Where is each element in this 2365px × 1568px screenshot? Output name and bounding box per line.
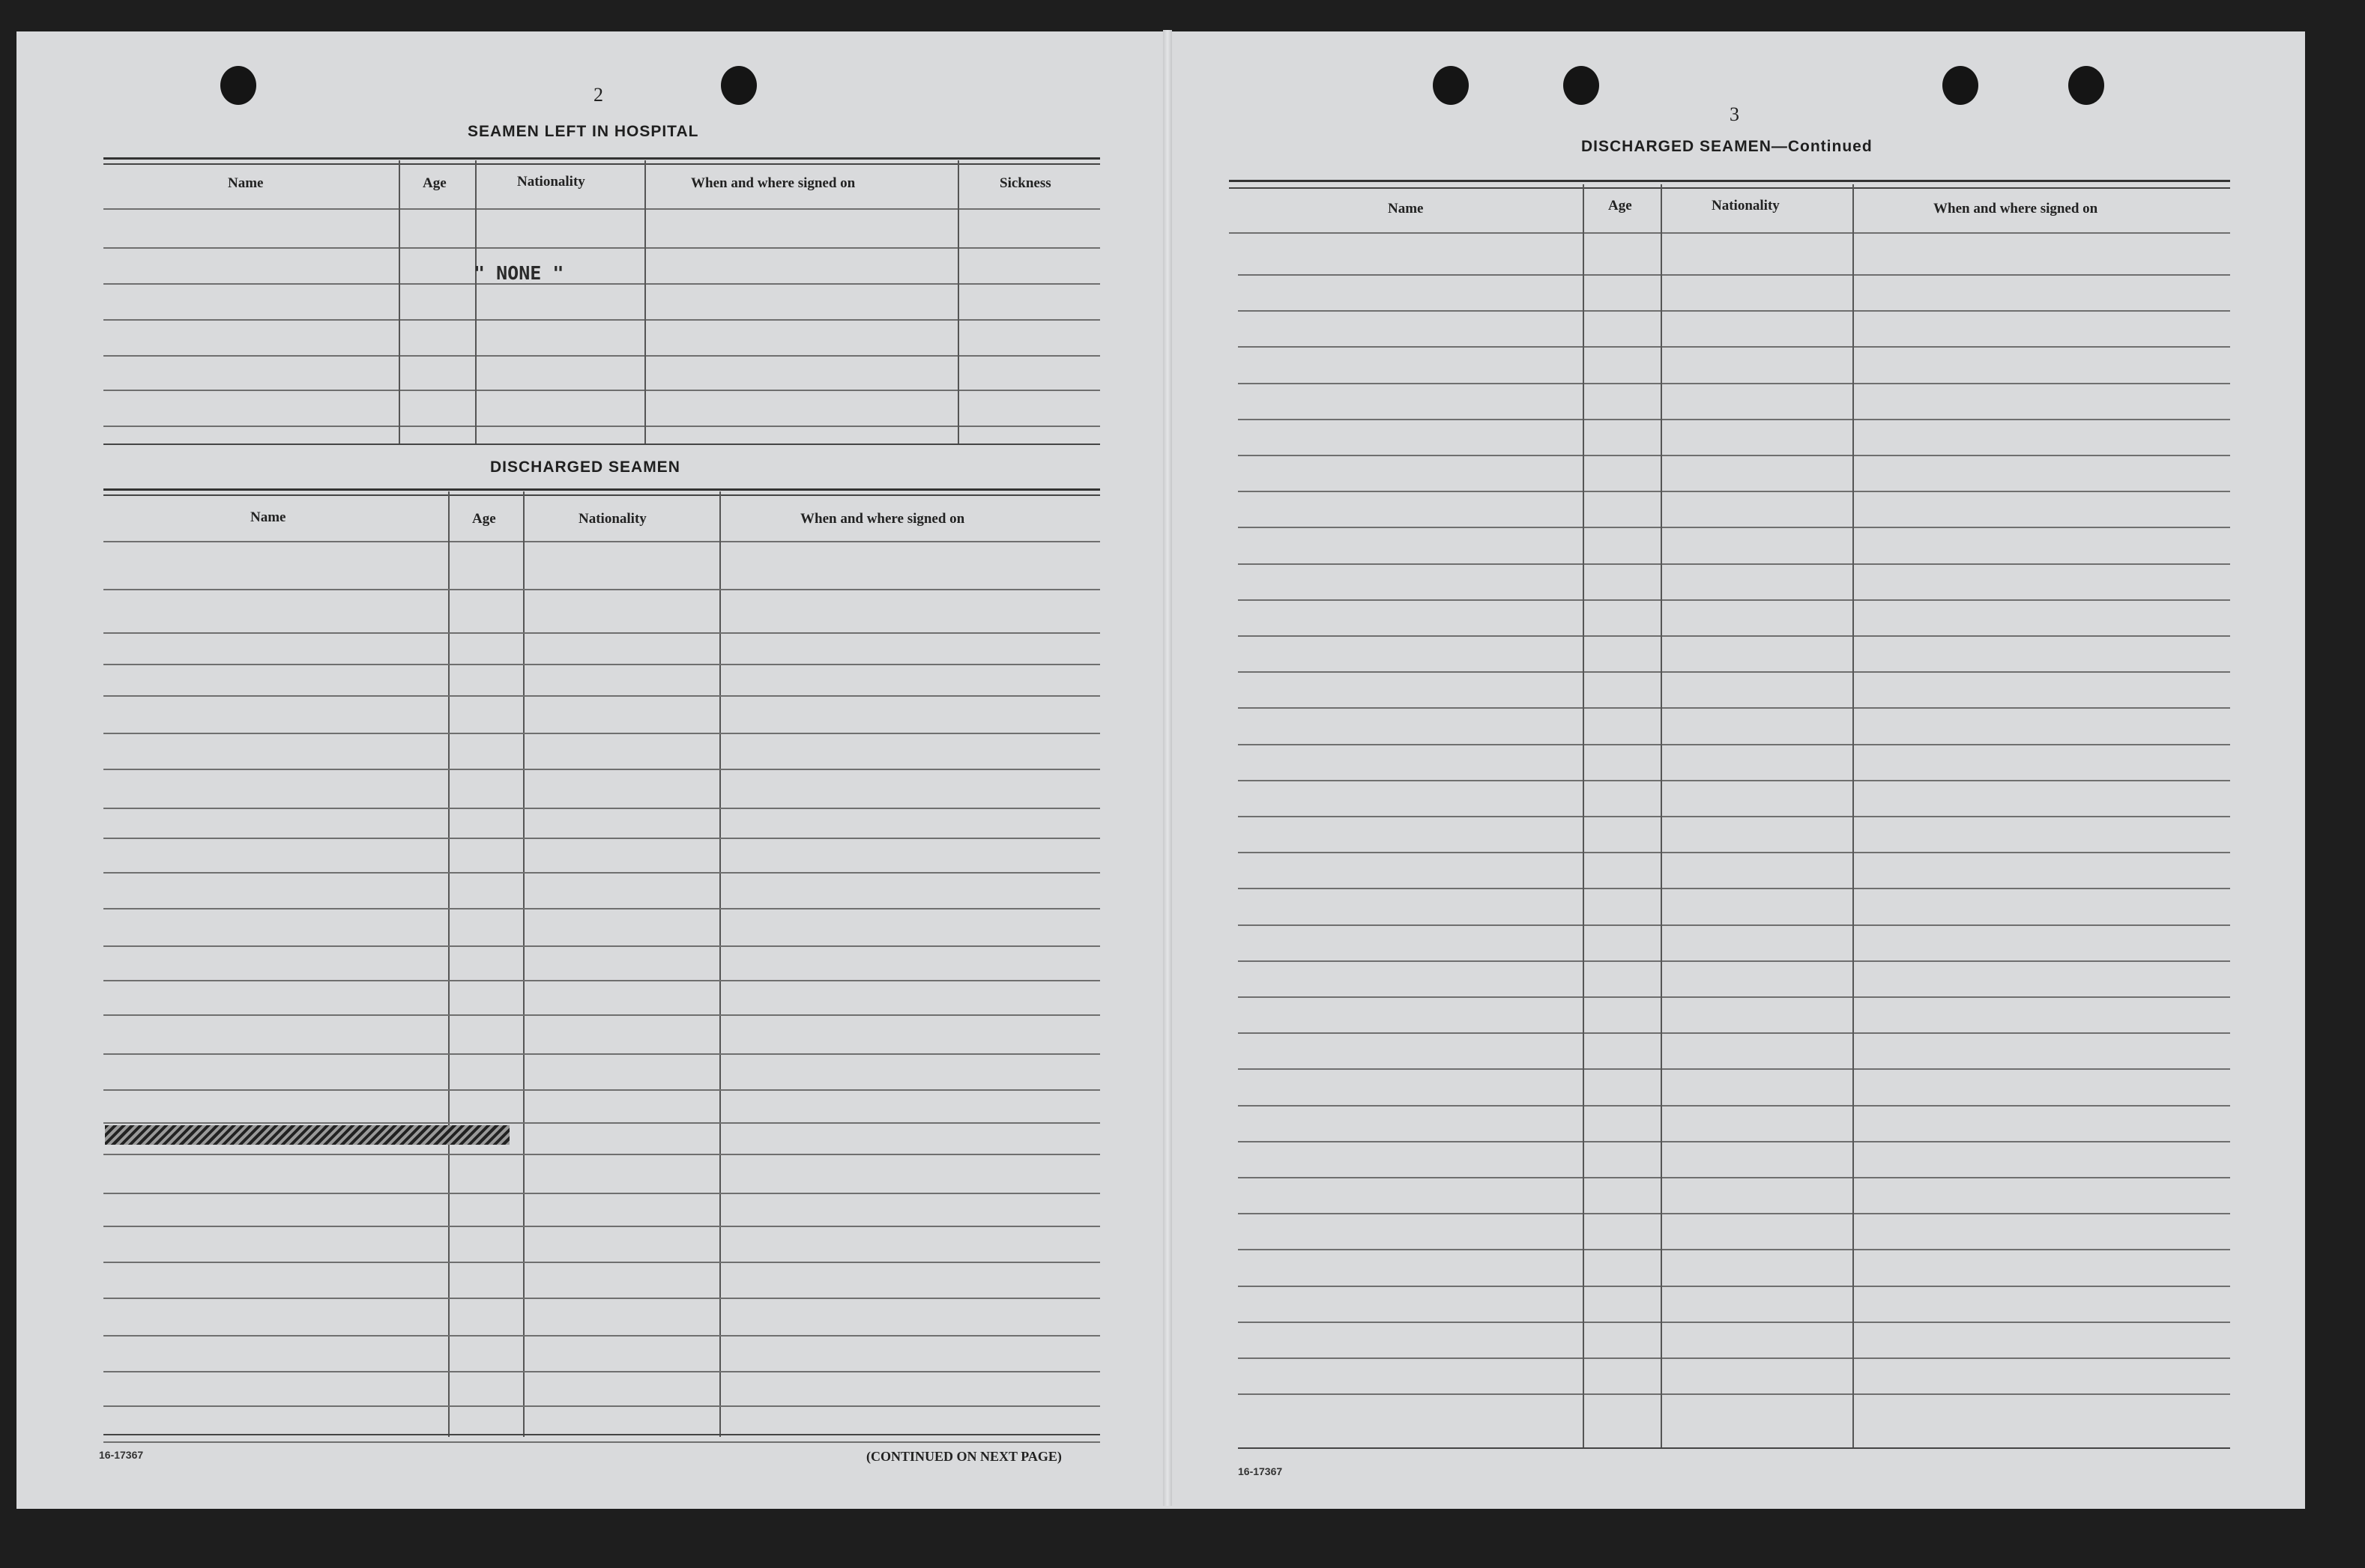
ruled-line <box>103 283 1100 285</box>
ruled-line <box>1238 780 2230 781</box>
punch-hole <box>1433 66 1469 105</box>
column-divider <box>1661 184 1662 1449</box>
ruled-line <box>103 247 1100 249</box>
table-border <box>103 494 1100 496</box>
column-divider <box>1852 184 1854 1449</box>
ruled-line <box>103 908 1100 909</box>
table-border <box>1229 187 2230 189</box>
ruled-line <box>1238 310 2230 312</box>
ruled-line <box>1238 346 2230 348</box>
ruled-line <box>103 1371 1100 1372</box>
ruled-line <box>103 1053 1100 1055</box>
punch-hole <box>721 66 757 105</box>
ruled-line <box>103 541 1100 542</box>
column-divider <box>399 160 400 444</box>
discharged-continued-title: DISCHARGED SEAMEN—Continued <box>1581 138 1873 155</box>
column-divider <box>475 160 477 444</box>
hospital-entry: " NONE " <box>474 262 564 284</box>
ruled-line <box>1238 383 2230 384</box>
ruled-line <box>1238 635 2230 637</box>
ruled-line <box>1229 232 2230 234</box>
ruled-line <box>103 1226 1100 1227</box>
form-number: 16-17367 <box>99 1449 144 1461</box>
ruled-line <box>103 733 1100 734</box>
ruled-line <box>103 945 1100 947</box>
ruled-line <box>1238 924 2230 926</box>
ruled-line <box>103 1122 1100 1124</box>
punch-hole <box>2068 66 2104 105</box>
column-header-age: Age <box>423 175 447 191</box>
ruled-line <box>103 808 1100 809</box>
ruled-line <box>1238 1032 2230 1034</box>
ruled-line <box>103 769 1100 770</box>
punch-hole <box>220 66 256 105</box>
ruled-line <box>103 1193 1100 1194</box>
ruled-line <box>103 1335 1100 1337</box>
ruled-line <box>103 319 1100 321</box>
ruled-line <box>1238 1286 2230 1287</box>
ruled-line <box>1238 1322 2230 1323</box>
ruled-line <box>1238 671 2230 673</box>
ruled-line <box>103 695 1100 697</box>
table-border <box>1229 180 2230 182</box>
ruled-line <box>1238 960 2230 962</box>
continued-note: (CONTINUED ON NEXT PAGE) <box>866 1449 1062 1464</box>
column-header-signed-on: When and where signed on <box>800 511 965 527</box>
column-header-sickness: Sickness <box>1000 175 1051 191</box>
ruled-line <box>1238 1105 2230 1107</box>
hospital-section-title: SEAMEN LEFT IN HOSPITAL <box>468 123 699 140</box>
ruled-line <box>1238 1177 2230 1178</box>
punch-hole <box>1942 66 1978 105</box>
ruled-line <box>1238 996 2230 998</box>
ruled-line <box>1238 744 2230 745</box>
column-header-signed-on: When and where signed on <box>691 175 856 191</box>
column-divider <box>958 160 959 444</box>
ruled-line <box>103 1405 1100 1407</box>
page-fold <box>1163 30 1172 1506</box>
ruled-line <box>103 1298 1100 1299</box>
ruled-line <box>1238 1213 2230 1214</box>
column-divider <box>644 160 646 444</box>
column-header-nationality: Nationality <box>517 174 585 190</box>
ruled-line <box>1238 1393 2230 1395</box>
column-header-name: Name <box>250 509 286 525</box>
ruled-line <box>1238 491 2230 492</box>
column-header-age: Age <box>1608 198 1632 214</box>
ruled-line <box>103 664 1100 665</box>
ruled-line <box>1238 1068 2230 1070</box>
ruled-line <box>103 1154 1100 1155</box>
ruled-line <box>103 390 1100 391</box>
ruled-line <box>1238 563 2230 565</box>
table-border <box>103 157 1100 160</box>
ruled-line <box>1238 816 2230 817</box>
ruled-line <box>103 1089 1100 1091</box>
table-border <box>103 488 1100 491</box>
ruled-line <box>103 208 1100 210</box>
column-header-nationality: Nationality <box>579 511 647 527</box>
ruled-line <box>1238 1357 2230 1359</box>
punch-hole <box>1563 66 1599 105</box>
ruled-line <box>1238 888 2230 889</box>
table-border <box>103 1434 1100 1435</box>
ruled-line <box>1238 527 2230 528</box>
ruled-line <box>1238 852 2230 853</box>
left-page <box>16 31 1169 1509</box>
ruled-line <box>103 426 1100 427</box>
ruled-line <box>103 632 1100 634</box>
form-number: 16-17367 <box>1238 1465 1283 1477</box>
ruled-line <box>103 980 1100 981</box>
ruled-line <box>1238 1249 2230 1250</box>
column-header-nationality: Nationality <box>1712 198 1780 214</box>
page-number: 2 <box>593 84 603 106</box>
ruled-line <box>103 1262 1100 1263</box>
ruled-line <box>1238 599 2230 601</box>
table-border <box>103 444 1100 445</box>
column-header-signed-on: When and where signed on <box>1933 201 2098 217</box>
discharged-section-title: DISCHARGED SEAMEN <box>490 458 680 476</box>
column-divider <box>1583 184 1584 1449</box>
table-border <box>1238 1447 2230 1449</box>
right-page <box>1160 31 2305 1509</box>
ruled-line <box>1238 274 2230 276</box>
ruled-line <box>103 355 1100 357</box>
column-header-age: Age <box>472 511 496 527</box>
ruled-line <box>103 589 1100 590</box>
table-border <box>103 163 1100 165</box>
ruled-line <box>1238 1141 2230 1142</box>
column-header-name: Name <box>228 175 264 191</box>
ruled-line <box>103 838 1100 839</box>
ruled-line <box>1238 419 2230 420</box>
page-number: 3 <box>1730 103 1739 125</box>
ruled-line <box>103 872 1100 874</box>
struck-out-entry <box>105 1125 510 1145</box>
ruled-line <box>103 1441 1100 1443</box>
ruled-line <box>103 1014 1100 1016</box>
ruled-line <box>1238 455 2230 456</box>
ruled-line <box>1238 707 2230 709</box>
column-header-name: Name <box>1388 201 1424 217</box>
